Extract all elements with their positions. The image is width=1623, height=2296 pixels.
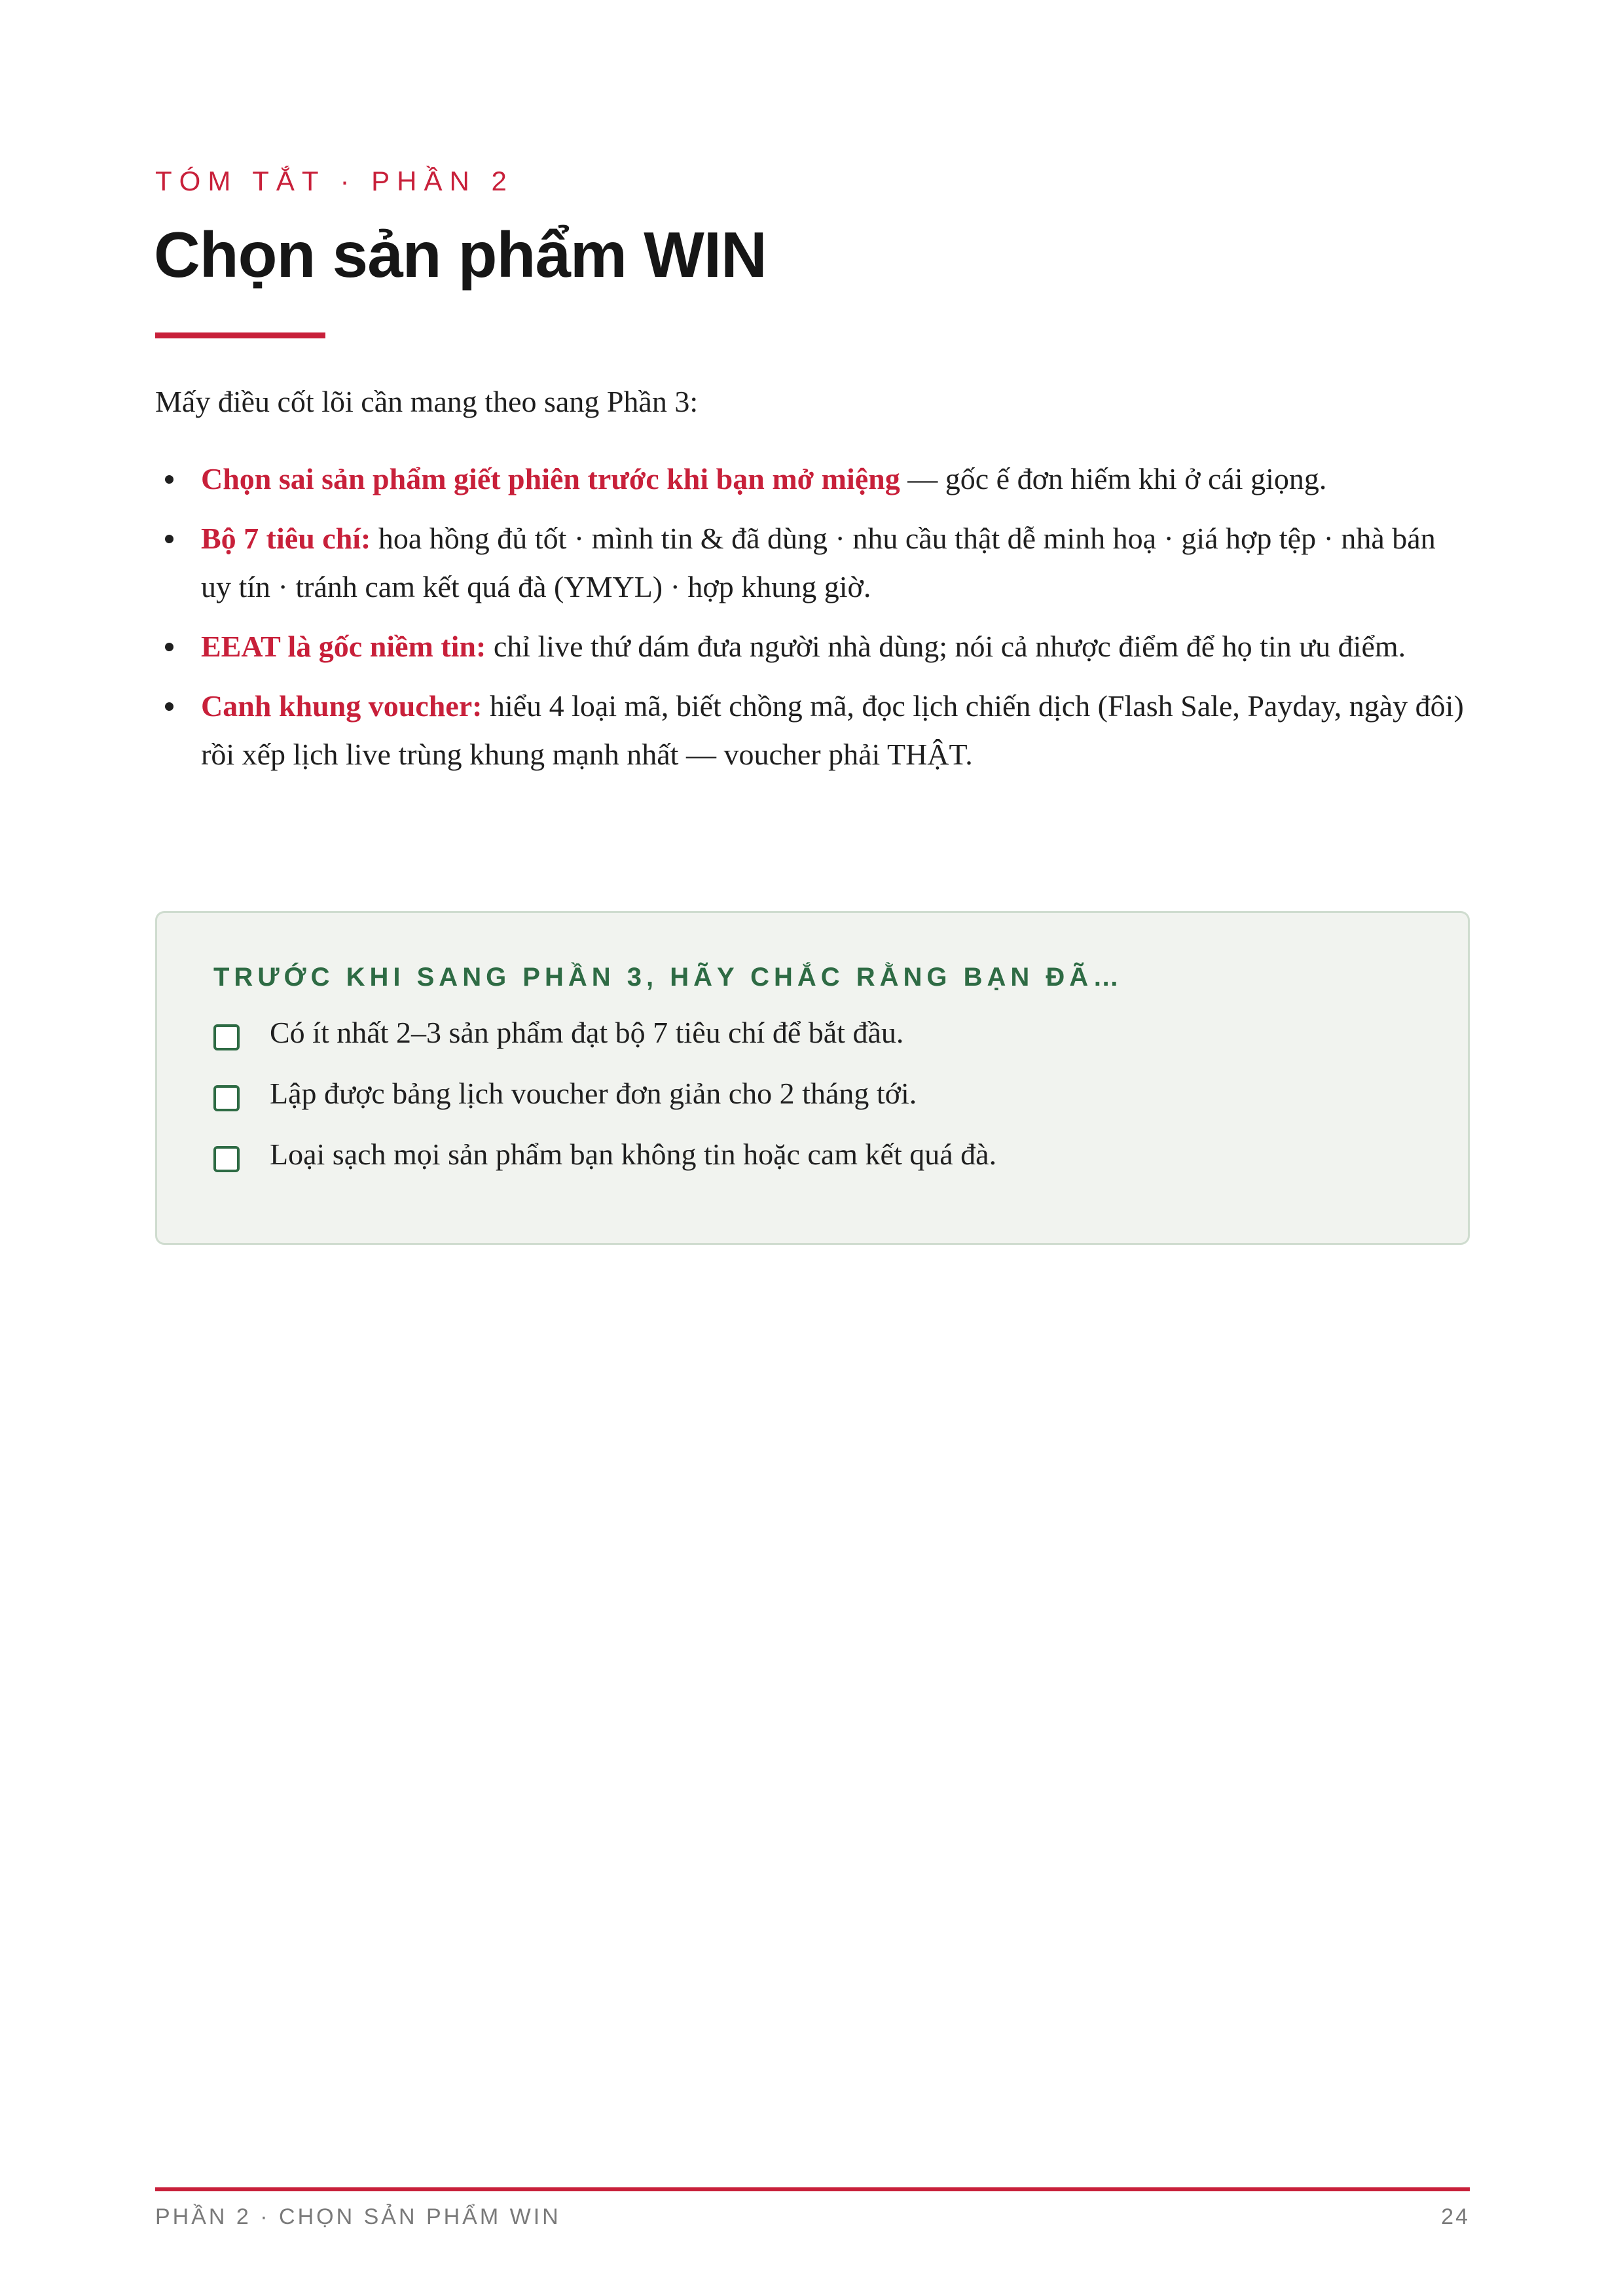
checklist-item <box>213 1011 996 1054</box>
checklist-heading: TRƯỚC KHI SANG PHẦN 3, HÃY CHẮC RẰNG BẠN ĐÃ… <box>213 963 1124 992</box>
checkbox[interactable] <box>213 1085 240 1111</box>
section-eyebrow: TÓM TẮT · PHẦN 2 <box>155 166 514 196</box>
checklist <box>213 1011 996 1194</box>
bullet-text: — gốc ế đơn hiếm khi ở cái giọng. <box>900 462 1327 495</box>
bullet-icon <box>165 643 173 651</box>
intro-text: Mấy điều cốt lõi cần mang theo sang Phần 3: <box>155 385 699 418</box>
footer-section-label: PHẦN 2 · CHỌN SẢN PHẨM WIN <box>155 2204 561 2229</box>
list-item <box>155 682 1471 779</box>
bullet-lead: Canh khung voucher: <box>201 689 483 723</box>
page-number: 24 <box>1441 2204 1470 2229</box>
checkbox[interactable] <box>213 1024 240 1050</box>
list-item <box>155 455 1471 503</box>
checklist-item-label: Loại sạch mọi sản phẩm bạn không tin hoặc cam kết quá đà. <box>270 1138 997 1171</box>
checklist-item-label: Lập được bảng lịch voucher đơn giản cho 2 tháng tới. <box>270 1077 917 1110</box>
checklist-item-label: Có ít nhất 2–3 sản phẩm đạt bộ 7 tiêu chí để bắt đầu. <box>270 1016 904 1049</box>
checklist-item <box>213 1072 996 1115</box>
title-underline <box>155 332 325 338</box>
footer-divider <box>155 2187 1470 2191</box>
checkbox[interactable] <box>213 1146 240 1172</box>
list-item <box>155 622 1471 671</box>
page-title: Chọn sản phẩm WIN <box>154 219 767 291</box>
bullet-icon <box>165 475 173 484</box>
bullet-lead: Chọn sai sản phẩm giết phiên trước khi bạn mở miệng <box>201 462 900 495</box>
list-item <box>155 514 1471 611</box>
bullet-lead: Bộ 7 tiêu chí: <box>201 522 371 555</box>
bullet-lead: EEAT là gốc niềm tin: <box>201 630 486 663</box>
bullet-text: chỉ live thứ dám đưa người nhà dùng; nói cả nhược điểm để họ tin ưu điểm. <box>486 630 1406 663</box>
bullet-text: hiểu 4 loại mã, biết chồng mã, đọc lịch chiến dịch (Flash Sale, Payday, ngày đôi) rồi xếp lịch live trùng khung mạnh nhất — voucher phải THẬT. <box>201 689 1464 771</box>
checklist-item <box>213 1133 996 1176</box>
bullet-icon <box>165 535 173 543</box>
checklist-panel <box>155 911 1470 1245</box>
bullet-text: hoa hồng đủ tốt · mình tin & đã dùng · nhu cầu thật dễ minh hoạ · giá hợp tệp · nhà bán uy tín · tránh cam kết quá đà (YMYL) · hợp khung giờ. <box>201 522 1436 603</box>
summary-bullet-list <box>155 455 1471 790</box>
bullet-icon <box>165 702 173 711</box>
